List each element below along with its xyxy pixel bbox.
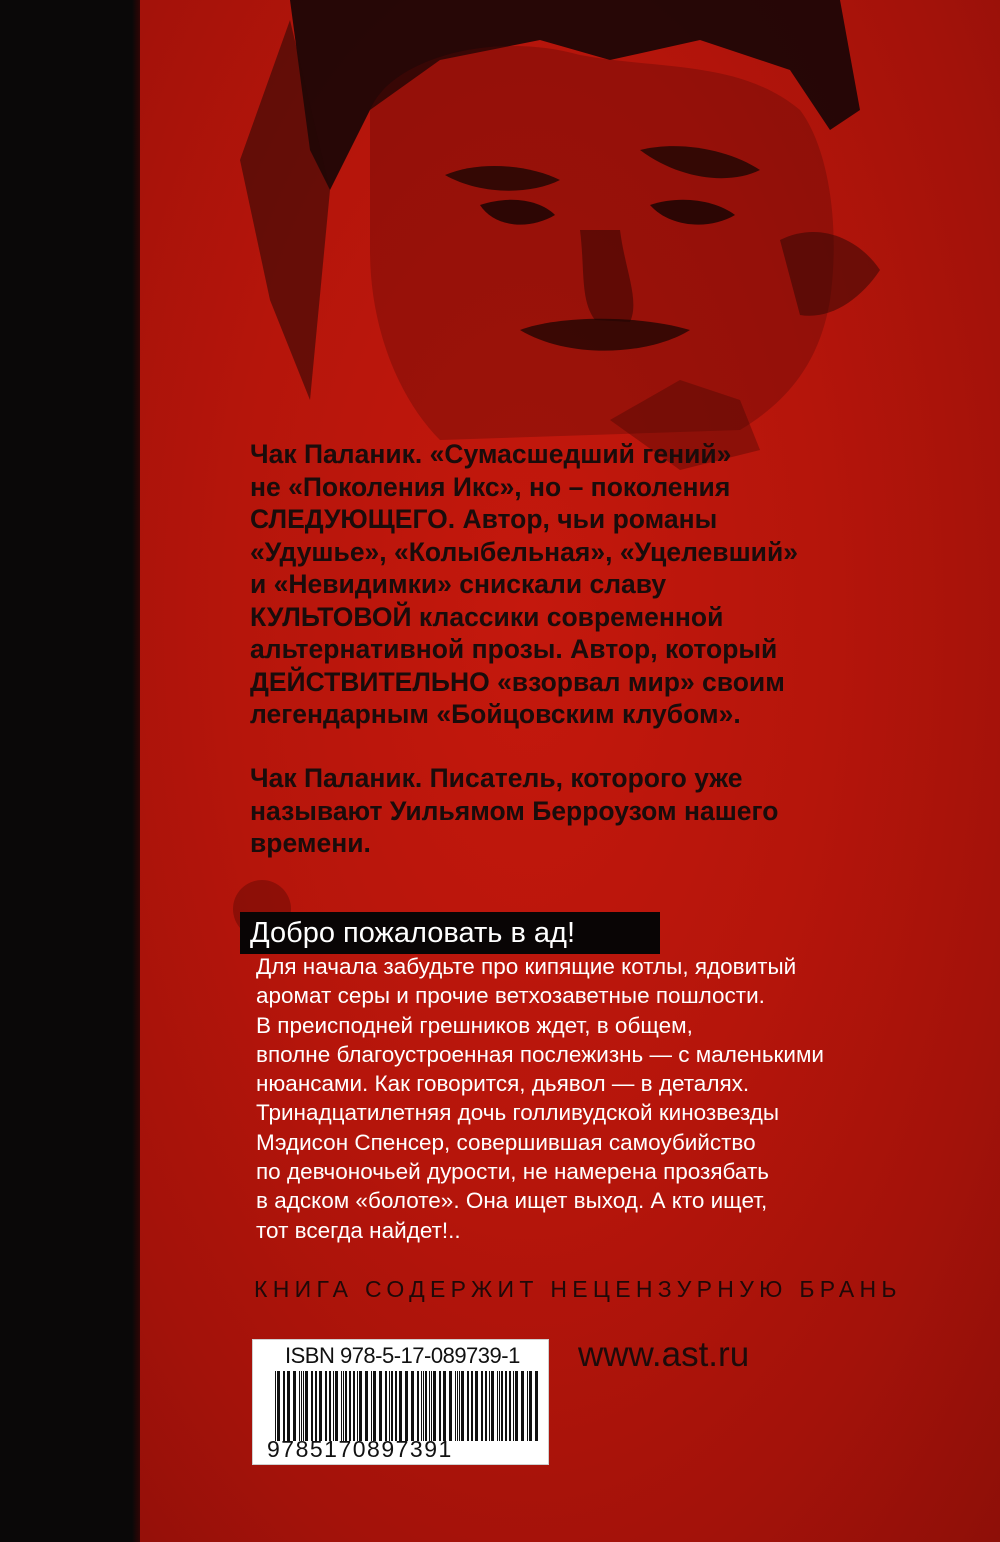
barcode-bar bbox=[349, 1371, 351, 1441]
isbn-digits: 9785170897391 bbox=[267, 1436, 453, 1462]
blurb-line: и «Невидимки» снискали славу bbox=[250, 569, 667, 599]
barcode-bar bbox=[405, 1371, 408, 1441]
barcode-bar bbox=[433, 1371, 436, 1441]
barcode-bar bbox=[385, 1371, 387, 1441]
barcode-bar bbox=[277, 1371, 280, 1441]
barcode-bar bbox=[341, 1371, 342, 1441]
barcode-bar bbox=[335, 1371, 338, 1441]
barcode-bar bbox=[461, 1371, 464, 1441]
barcode-bar bbox=[379, 1371, 382, 1441]
barcode-bar bbox=[455, 1371, 456, 1441]
barcode-bars bbox=[273, 1371, 541, 1441]
barcode-bar bbox=[399, 1371, 402, 1441]
description-line: по девчоночьей дурости, не намерена прозябать bbox=[256, 1159, 769, 1185]
barcode-bar bbox=[497, 1371, 498, 1441]
description-line: вполне благоустроенная послежизнь — с маленькими bbox=[256, 1041, 825, 1067]
barcode-bar bbox=[429, 1371, 430, 1441]
description-line: в адском «болоте». Она ищет выход. А кто ищет, bbox=[256, 1188, 768, 1214]
book-spine bbox=[0, 0, 140, 1542]
barcode-bar bbox=[365, 1371, 368, 1441]
back-cover bbox=[140, 0, 1000, 1542]
barcode-bar bbox=[475, 1371, 478, 1441]
barcode-bar bbox=[467, 1371, 469, 1441]
blurb-paragraph-2 bbox=[250, 762, 890, 860]
description-line: тот всегда найдет!.. bbox=[256, 1217, 461, 1243]
barcode-bar bbox=[301, 1371, 302, 1441]
blurb-line: СЛЕДУЮЩЕГО. Автор, чьи романы bbox=[250, 504, 718, 534]
blurb-line: КУЛЬТОВОЙ классики современной bbox=[250, 601, 724, 632]
blurb-line: легендарным «Бойцовским клубом». bbox=[250, 699, 741, 729]
barcode-bar bbox=[485, 1371, 487, 1441]
content-warning: КНИГА СОДЕРЖИТ НЕЦЕНЗУРНУЮ БРАНЬ bbox=[254, 1276, 902, 1302]
description-line: Для начала забудьте про кипящие котлы, ядовитый bbox=[256, 954, 797, 979]
blurb-paragraph-1 bbox=[250, 438, 890, 731]
blurb-line: Чак Паланик. Писатель, которого уже bbox=[250, 763, 743, 793]
barcode-bar bbox=[509, 1371, 511, 1441]
barcode-bar bbox=[357, 1371, 358, 1441]
barcode-bar bbox=[343, 1371, 344, 1441]
barcode-bar bbox=[303, 1371, 304, 1441]
blurb-line: Чак Паланик. «Сумасшедший гений» bbox=[250, 439, 732, 469]
barcode-bar bbox=[501, 1371, 503, 1441]
barcode-bar bbox=[481, 1371, 483, 1441]
description-line: нюансами. Как говорится, дьявол — в деталях. bbox=[256, 1071, 750, 1097]
blurb-line: времени. bbox=[250, 828, 371, 858]
barcode-bar bbox=[491, 1371, 494, 1441]
description-line: В преисподней грешников ждет, в общем, bbox=[256, 1012, 693, 1038]
barcode-bar bbox=[417, 1371, 419, 1441]
barcode-bar bbox=[359, 1371, 362, 1441]
barcode-bar bbox=[315, 1371, 317, 1441]
barcode-bar bbox=[425, 1371, 427, 1441]
description-line: Тринадцатилетняя дочь голливудской кинозвезды bbox=[256, 1100, 780, 1126]
barcode-bar bbox=[431, 1371, 432, 1441]
barcode-bar bbox=[421, 1371, 422, 1441]
barcode-bar bbox=[449, 1371, 452, 1441]
barcode-bar bbox=[325, 1371, 327, 1441]
barcode-bar bbox=[411, 1371, 414, 1441]
description-line: Мэдисон Спенсер, совершившая самоубийство bbox=[256, 1129, 756, 1155]
barcode-bar bbox=[319, 1371, 322, 1441]
blurb-line: называют Уильямом Берроузом нашего bbox=[250, 795, 779, 826]
barcode-bar bbox=[287, 1371, 290, 1441]
barcode-bar bbox=[373, 1371, 376, 1441]
barcode-bar bbox=[305, 1371, 308, 1441]
blurb-line: «Удушье», «Колыбельная», «Уцелевший» bbox=[250, 536, 798, 567]
barcode-bar bbox=[471, 1371, 473, 1441]
blurb-line: не «Поколения Икс», но – поколения bbox=[250, 471, 731, 502]
barcode-bar bbox=[439, 1371, 441, 1441]
description-line: аромат серы и прочие ветхозаветные пошлости. bbox=[256, 983, 765, 1009]
isbn-barcode bbox=[252, 1339, 549, 1465]
welcome-heading: Добро пожаловать в ад! bbox=[240, 912, 660, 954]
barcode-bar bbox=[489, 1371, 490, 1441]
publisher-website[interactable]: www.ast.ru bbox=[578, 1335, 750, 1374]
barcode-bar bbox=[293, 1371, 296, 1441]
barcode-bar bbox=[329, 1371, 331, 1441]
barcode-bar bbox=[457, 1371, 458, 1441]
barcode-bar bbox=[527, 1371, 528, 1441]
barcode-bar bbox=[391, 1371, 393, 1441]
barcode-bar bbox=[521, 1371, 524, 1441]
description-text bbox=[256, 952, 906, 1245]
barcode-bar bbox=[513, 1371, 514, 1441]
blurb-line: альтернативной прозы. Автор, который bbox=[250, 634, 778, 664]
isbn-label: ISBN 978-5-17-089739-1 bbox=[285, 1343, 520, 1368]
barcode-bar bbox=[311, 1371, 313, 1441]
barcode-bar bbox=[345, 1371, 347, 1441]
barcode-bar bbox=[333, 1371, 334, 1441]
barcode-bar bbox=[505, 1371, 507, 1441]
barcode-bar bbox=[299, 1371, 300, 1441]
barcode-bar bbox=[535, 1371, 538, 1441]
barcode-bar bbox=[515, 1371, 518, 1441]
barcode-bar bbox=[275, 1371, 276, 1441]
barcode-bar bbox=[353, 1371, 355, 1441]
barcode-bar bbox=[459, 1371, 460, 1441]
blurb-line: ДЕЙСТВИТЕЛЬНО «взорвал мир» своим bbox=[250, 666, 785, 697]
barcode-bar bbox=[395, 1371, 397, 1441]
barcode-bar bbox=[499, 1371, 500, 1441]
barcode-bar bbox=[529, 1371, 532, 1441]
barcode-bar bbox=[371, 1371, 372, 1441]
barcode-bar bbox=[443, 1371, 446, 1441]
barcode-bar bbox=[389, 1371, 390, 1441]
barcode-bar bbox=[423, 1371, 424, 1441]
barcode-bar bbox=[283, 1371, 285, 1441]
